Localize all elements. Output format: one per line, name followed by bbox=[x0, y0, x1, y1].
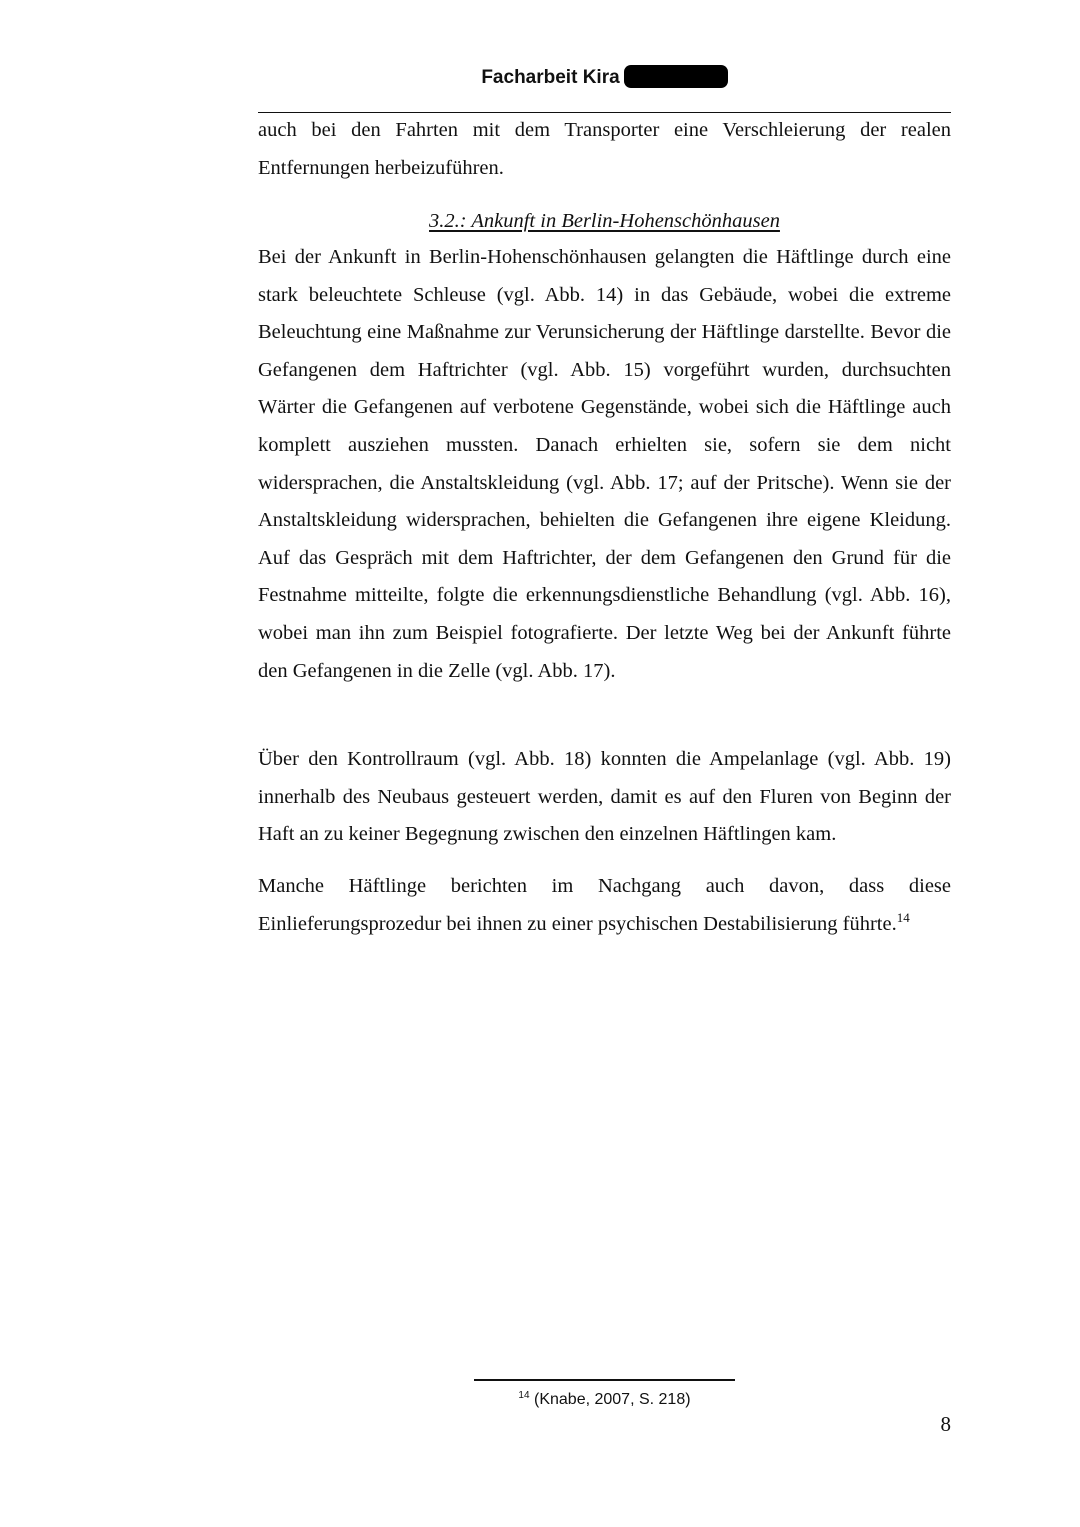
paragraph-destabilization bbox=[258, 868, 951, 943]
footnote-number: 14 bbox=[518, 1390, 530, 1401]
footnote-reference: 14 bbox=[896, 909, 910, 925]
footnote-text: (Knabe, 2007, S. 218) bbox=[534, 1391, 691, 1408]
footnote-separator bbox=[474, 1379, 735, 1381]
header-title: Facharbeit Kira bbox=[481, 67, 620, 88]
continuation-paragraph: auch bei den Fahrten mit dem Transporter eine Verschleierung der realen Entfernungen herbeizuführen. bbox=[258, 119, 951, 179]
page-number: 8 bbox=[940, 1412, 951, 1436]
paragraph-destabilization-text: Manche Häftlinge berichten im Nachgang auch davon, dass diese Einlieferungsprozedur bei ihnen zu einer psychischen Destabilisierung führte. bbox=[258, 875, 951, 935]
paragraph-arrival: Bei der Ankunft in Berlin-Hohenschönhausen gelangten die Häftlinge durch eine stark beleuchtete Schleuse (vgl. Abb. 14) in das Gebäude, wobei die extreme Beleuchtung eine Maßnahme zur Verunsicherung der Häftlinge darstellte. Bevor die Gefangenen dem Haftrichter (vgl. Abb. 15) vorgeführt wurden, durchsuchten Wärter die Gefangenen auf verbotene Gegenstände, wobei sich die Häftlinge auch komplett ausziehen mussten. Danach erhielten sie, sofern sie dem nicht widersprachen, die Anstaltskleidung (vgl. Abb. 17; auf der Pritsche). Wenn sie der Anstaltskleidung widersprachen, behielten die Gefangenen ihre eigene Kleidung. Auf das Gespräch mit dem Haftrichter, der dem Gefangenen den Grund für die Festnahme mitteilte, folgte die erkennungsdienstliche Behandlung (vgl. Abb. 16), wobei man ihn zum Beispiel fotografierte. Der letzte Weg bei der Ankunft führte den Gefangenen in die Zelle (vgl. Abb. 17). bbox=[258, 246, 951, 682]
redacted-name-block bbox=[624, 65, 728, 88]
page-header bbox=[258, 64, 951, 92]
section-heading: 3.2.: Ankunft in Berlin-Hohenschönhausen bbox=[429, 210, 780, 232]
footnote bbox=[474, 1388, 735, 1412]
paragraph-control-room: Über den Kontrollraum (vgl. Abb. 18) konnten die Ampelanlage (vgl. Abb. 19) innerhalb des Neubaus gesteuert werden, damit es auf den Fluren von Beginn der Haft an zu keiner Begegnung zwischen den einzelnen Häftlingen kam. bbox=[258, 748, 951, 846]
